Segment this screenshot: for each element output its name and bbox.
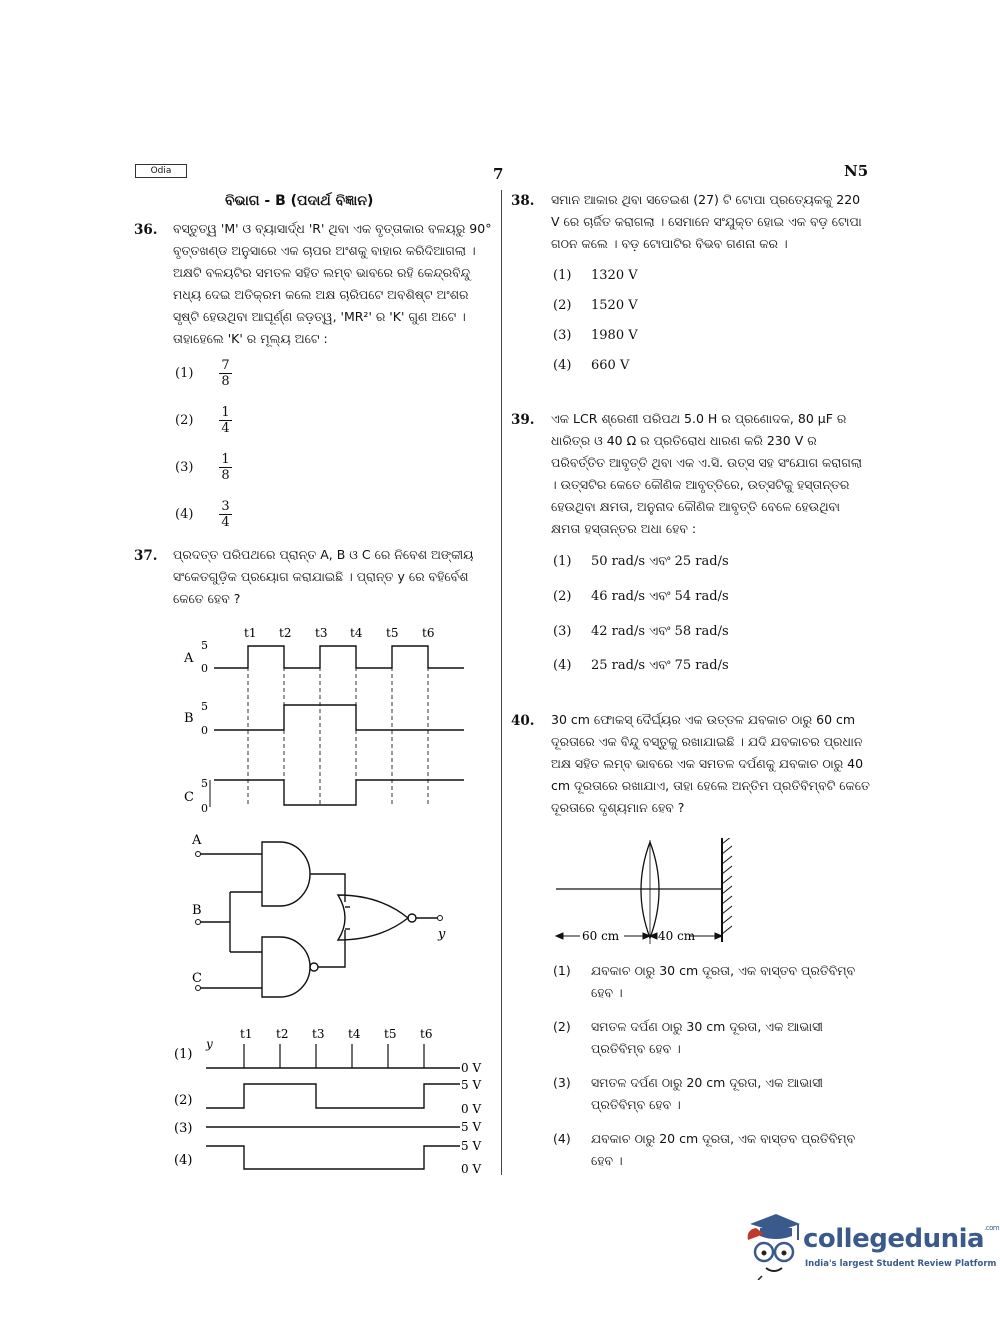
answer-option-1-level: 0 V — [461, 1061, 482, 1075]
q40-optics-diagram — [550, 838, 750, 950]
q40-option-2[interactable] — [553, 1016, 873, 1060]
fraction — [219, 405, 231, 436]
option-label: (4) — [553, 1131, 571, 1146]
answer-option-4-low: 0 V — [461, 1162, 482, 1176]
q36-option-4[interactable] — [175, 499, 232, 530]
fraction — [219, 499, 231, 530]
q38-option-4[interactable] — [553, 358, 630, 373]
option-label: (3) — [175, 460, 194, 475]
q40-number: 40. — [511, 713, 535, 729]
q39-option-1[interactable] — [553, 554, 729, 569]
signal-c-low: 0 — [201, 802, 208, 815]
signal-c-high: 5 — [201, 777, 208, 790]
terminal-c — [196, 986, 201, 991]
answer-time-t3: t3 — [312, 1027, 325, 1041]
option-text: 1980 V — [591, 328, 638, 343]
signal-a-waveform — [214, 646, 464, 668]
answer-option-2-waveform — [206, 1084, 460, 1108]
option-label: (2) — [553, 589, 572, 604]
option-label: (3) — [553, 624, 572, 639]
time-label-t2: t2 — [279, 626, 292, 640]
brand-domain: .com — [984, 1224, 1000, 1232]
answer-option-4-label[interactable]: (4) — [174, 1153, 193, 1168]
q37-text: ପ୍ରଦତ୍ତ ପରିପଥରେ ପ୍ରାନ୍ତ A, B ଓ C ରେ ନିବେଶ ଅଙ୍କୀୟ ସଂକେତଗୁଡ଼ିକ ପ୍ରୟୋଗ କରାଯାଇଛି । ପ୍ରାନ୍ତ y ରେ ବହିର୍ବେଶ କେତେ ହେବ ? — [173, 547, 474, 606]
option-label: (1) — [553, 963, 571, 978]
signal-label-a: A — [184, 651, 194, 666]
numerator: 7 — [221, 358, 230, 373]
q36-option-2[interactable] — [175, 405, 232, 436]
input-label-b: B — [192, 903, 202, 918]
q36-option-3[interactable] — [175, 452, 232, 483]
option-text: 50 rad/s ଏବଂ 25 rad/s — [591, 554, 729, 569]
q36-option-1[interactable] — [175, 358, 232, 389]
signal-b-high: 5 — [201, 700, 208, 713]
answer-time-t6: t6 — [420, 1027, 433, 1041]
terminal-a — [196, 852, 201, 857]
brand-tagline: India's largest Student Review Platform — [805, 1259, 997, 1269]
answer-option-2-low: 0 V — [461, 1102, 482, 1116]
option-text: 46 rad/s ଏବଂ 54 rad/s — [591, 589, 729, 604]
paper-code: N5 — [844, 162, 869, 180]
q38-text: ସମାନ ଆକାର ଥିବା ସତେଇଶ (27) ଟି ଟୋପା ପ୍ରତ୍ୟେକକୁ 220 V ରେ ଚାର୍ଜିତ କରାଗଲା । ସେମାନେ ସଂଯୁକ୍ତ ହୋଇ ଏକ ବଡ଼ ଟୋପା ଗଠନ କଲେ । ବଡ଼ ଟୋପାଟିର ବିଭବ ଗଣନା କର । — [551, 192, 862, 251]
signal-label-c: C — [184, 790, 194, 805]
q40-option-4[interactable] — [553, 1128, 873, 1172]
option-text: ଯବକାଚ ଠାରୁ 20 cm ଦୂରତା, ଏକ ବାସ୍ତବ ପ୍ରତିବିମ୍ବ ହେବ । — [591, 1131, 856, 1168]
q40-option-3[interactable] — [553, 1072, 873, 1116]
denominator: 4 — [221, 421, 230, 436]
option-label: (2) — [175, 413, 194, 428]
distance-label-60: 60 cm — [582, 929, 620, 943]
answer-y-label: y — [206, 1037, 213, 1051]
option-label: (3) — [553, 1075, 571, 1090]
section-title: ବିଭାଗ - B (ପଦାର୍ଥ ବିଜ୍ଞାନ) — [225, 193, 374, 209]
numerator: 1 — [221, 405, 230, 420]
signal-b-low: 0 — [201, 724, 208, 737]
option-text: 1520 V — [591, 298, 638, 313]
terminal-y — [438, 916, 443, 921]
q40-option-1[interactable] — [553, 960, 873, 1004]
q38-number: 38. — [511, 193, 535, 209]
or-gate — [338, 895, 408, 940]
q38-option-1[interactable] — [553, 268, 638, 283]
fraction — [219, 452, 231, 483]
option-text: ସମତଳ ଦର୍ପଣ ଠାରୁ 30 cm ଦୂରତା, ଏକ ଆଭାସୀ ପ୍ରତିବିମ୍ବ ହେବ । — [591, 1019, 823, 1056]
option-label: (1) — [553, 554, 572, 569]
option-label: (1) — [175, 366, 194, 381]
numerator: 3 — [221, 499, 230, 514]
answer-option-2-high: 5 V — [461, 1078, 482, 1092]
option-label: (2) — [553, 1019, 571, 1034]
denominator: 8 — [221, 468, 230, 483]
option-text: 1320 V — [591, 268, 638, 283]
signal-b-waveform — [214, 705, 464, 730]
q36-number: 36. — [134, 222, 158, 238]
option-text: 660 V — [591, 358, 630, 373]
nor-bubble — [408, 914, 416, 922]
language-box: Odia — [135, 164, 187, 178]
answer-time-t1: t1 — [240, 1027, 253, 1041]
q40-text: 30 cm ଫୋକସ୍ ଦୈର୍ଘ୍ୟର ଏକ ଉତ୍ତଳ ଯବକାଚ ଠାରୁ 60 cm ଦୂରତାରେ ଏକ ବିନ୍ଦୁ ବସ୍ତୁକୁ ରଖାଯାଇଛି । ଯଦି ଯବକାଚର ପ୍ରଧାନ ଅକ୍ଷ ସହିତ ଲମ୍ବ ଭାବରେ ଏକ ସମତଳ ଦର୍ପଣକୁ ଯବକାଚ ଠାରୁ 40 cm ଦୂରତାରେ ରଖାଯାଏ, ତାହା ହେଲେ ଅନ୍ତିମ ପ୍ରତିବିମ୍ବଟି କେତେ ଦୂରତାରେ ଦୃଶ୍ୟମାନ ହେବ ? — [551, 712, 870, 815]
option-text: 25 rad/s ଏବଂ 75 rad/s — [591, 658, 729, 673]
answer-time-t4: t4 — [348, 1027, 361, 1041]
time-label-t5: t5 — [386, 626, 399, 640]
input-label-c: C — [192, 971, 202, 986]
distance-label-40: 40 cm — [658, 929, 696, 943]
signal-a-high: 5 — [201, 639, 208, 652]
denominator: 4 — [221, 515, 230, 530]
option-label: (1) — [553, 268, 572, 283]
q37-timing-diagram — [170, 620, 470, 815]
q37-answer-waveforms — [170, 1020, 490, 1180]
brand-text: collegedunia — [803, 1224, 985, 1254]
q38-option-2[interactable] — [553, 298, 638, 313]
answer-option-3-level: 5 V — [461, 1120, 482, 1134]
nand-gate — [262, 937, 310, 997]
option-text: 42 rad/s ଏବଂ 58 rad/s — [591, 624, 729, 639]
input-label-a: A — [192, 833, 202, 848]
time-label-t1: t1 — [244, 626, 257, 640]
answer-option-4-high: 5 V — [461, 1139, 482, 1153]
option-label: (4) — [553, 358, 572, 373]
signal-label-b: B — [184, 711, 194, 726]
option-label: (2) — [553, 298, 572, 313]
dim-arrow-1a — [556, 933, 563, 939]
denominator: 8 — [221, 374, 230, 389]
signal-a-low: 0 — [201, 662, 208, 675]
collegedunia-mascot-icon — [740, 1210, 802, 1280]
q39-option-3[interactable] — [553, 624, 729, 639]
q39-text: ଏକ LCR ଶ୍ରେଣୀ ପରିପଥ 5.0 H ର ପ୍ରଣୋଦକ, 80 μF ର ଧାରିତ୍ର ଓ 40 Ω ର ପ୍ରତିରୋଧ ଧାରଣ କରି 230 V ର ପରିବର୍ତ୍ତିତ ଆବୃତ୍ତି ଥିବା ଏକ ଏ.ସି. ଉତ୍ସ ସହ ସଂଯୋଗ କରାଗଲା । ଉତ୍ସଟିର କେତେ କୌଣିକ ଆବୃତ୍ତିରେ, ଉତ୍ସଟିକୁ ହସ୍ତାନ୍ତର ହେଉଥିବା କ୍ଷମତା, ଅନୁନାଦ କୌଣିକ ଆବୃତ୍ତି ବେଳେ ହେଉଥିବା କ୍ଷମତା ହସ୍ତାନ୍ତର ଅଧା ହେବ : — [551, 411, 862, 536]
and-gate — [262, 842, 310, 906]
fraction — [219, 358, 231, 389]
option-text: ସମତଳ ଦର୍ପଣ ଠାରୁ 20 cm ଦୂରତା, ଏକ ଆଭାସୀ ପ୍ରତିବିମ୍ବ ହେବ । — [591, 1075, 823, 1112]
dim-arrow-2b — [715, 933, 722, 939]
q39-number: 39. — [511, 412, 535, 428]
answer-option-1-label[interactable]: (1) — [174, 1047, 193, 1062]
option-label: (4) — [175, 507, 194, 522]
q39-option-4[interactable] — [553, 658, 729, 673]
nand-bubble — [310, 963, 318, 971]
q37-number: 37. — [134, 548, 158, 564]
time-label-t6: t6 — [422, 626, 435, 640]
answer-time-t2: t2 — [276, 1027, 289, 1041]
column-divider — [501, 190, 502, 1175]
time-label-t3: t3 — [315, 626, 328, 640]
q38-option-3[interactable] — [553, 328, 638, 343]
option-text: ଯବକାଚ ଠାରୁ 30 cm ଦୂରତା, ଏକ ବାସ୍ତବ ପ୍ରତିବିମ୍ବ ହେବ । — [591, 963, 856, 1000]
q36-text: ବସ୍ତୁତ୍ୱ 'M' ଓ ବ୍ୟାସାର୍ଦ୍ଧ 'R' ଥିବା ଏକ ବୃତ୍ତାକାର ବଳୟରୁ 90° ବୃତ୍ତଖଣ୍ଡ ଅନୁସାରେ ଏକ ଚାପର ଅଂଶକୁ ବାହାର କରିଦିଆଗଲା । ଅକ୍ଷଟି ବଳୟଟିର ସମତଳ ସହିତ ଲମ୍ବ ଭାବରେ ରହି କେନ୍ଦ୍ରବିନ୍ଦୁ ମଧ୍ୟ ଦେଇ ଅତିକ୍ରମ କଲେ ଅକ୍ଷ ଚାରିପଟେ ଅବଶିଷ୍ଟ ଅଂଶର ସୃଷ୍ଟି ହେଉଥିବା ଆଘୂର୍ଣ୍ଣ ଜଡ଼ତ୍ୱ, 'MR²' ର 'K' ଗୁଣ ଅଟେ । ତାହାହେଲେ 'K' ର ମୂଲ୍ୟ ଅଟେ : — [173, 221, 492, 346]
time-label-t4: t4 — [350, 626, 363, 640]
page-number: 7 — [493, 165, 504, 183]
answer-option-3-label[interactable]: (3) — [174, 1121, 193, 1136]
answer-time-t5: t5 — [384, 1027, 397, 1041]
terminal-b — [196, 920, 201, 925]
answer-option-2-label[interactable]: (2) — [174, 1093, 193, 1108]
answer-option-4-waveform — [206, 1146, 460, 1169]
q37-logic-circuit — [180, 830, 470, 1000]
option-label: (3) — [553, 328, 572, 343]
brand-name — [803, 1224, 999, 1254]
output-label-y: y — [438, 927, 446, 942]
q39-option-2[interactable] — [553, 589, 729, 604]
option-label: (4) — [553, 658, 572, 673]
signal-c-waveform — [214, 780, 464, 805]
numerator: 1 — [221, 452, 230, 467]
mirror-hatching — [722, 838, 732, 934]
